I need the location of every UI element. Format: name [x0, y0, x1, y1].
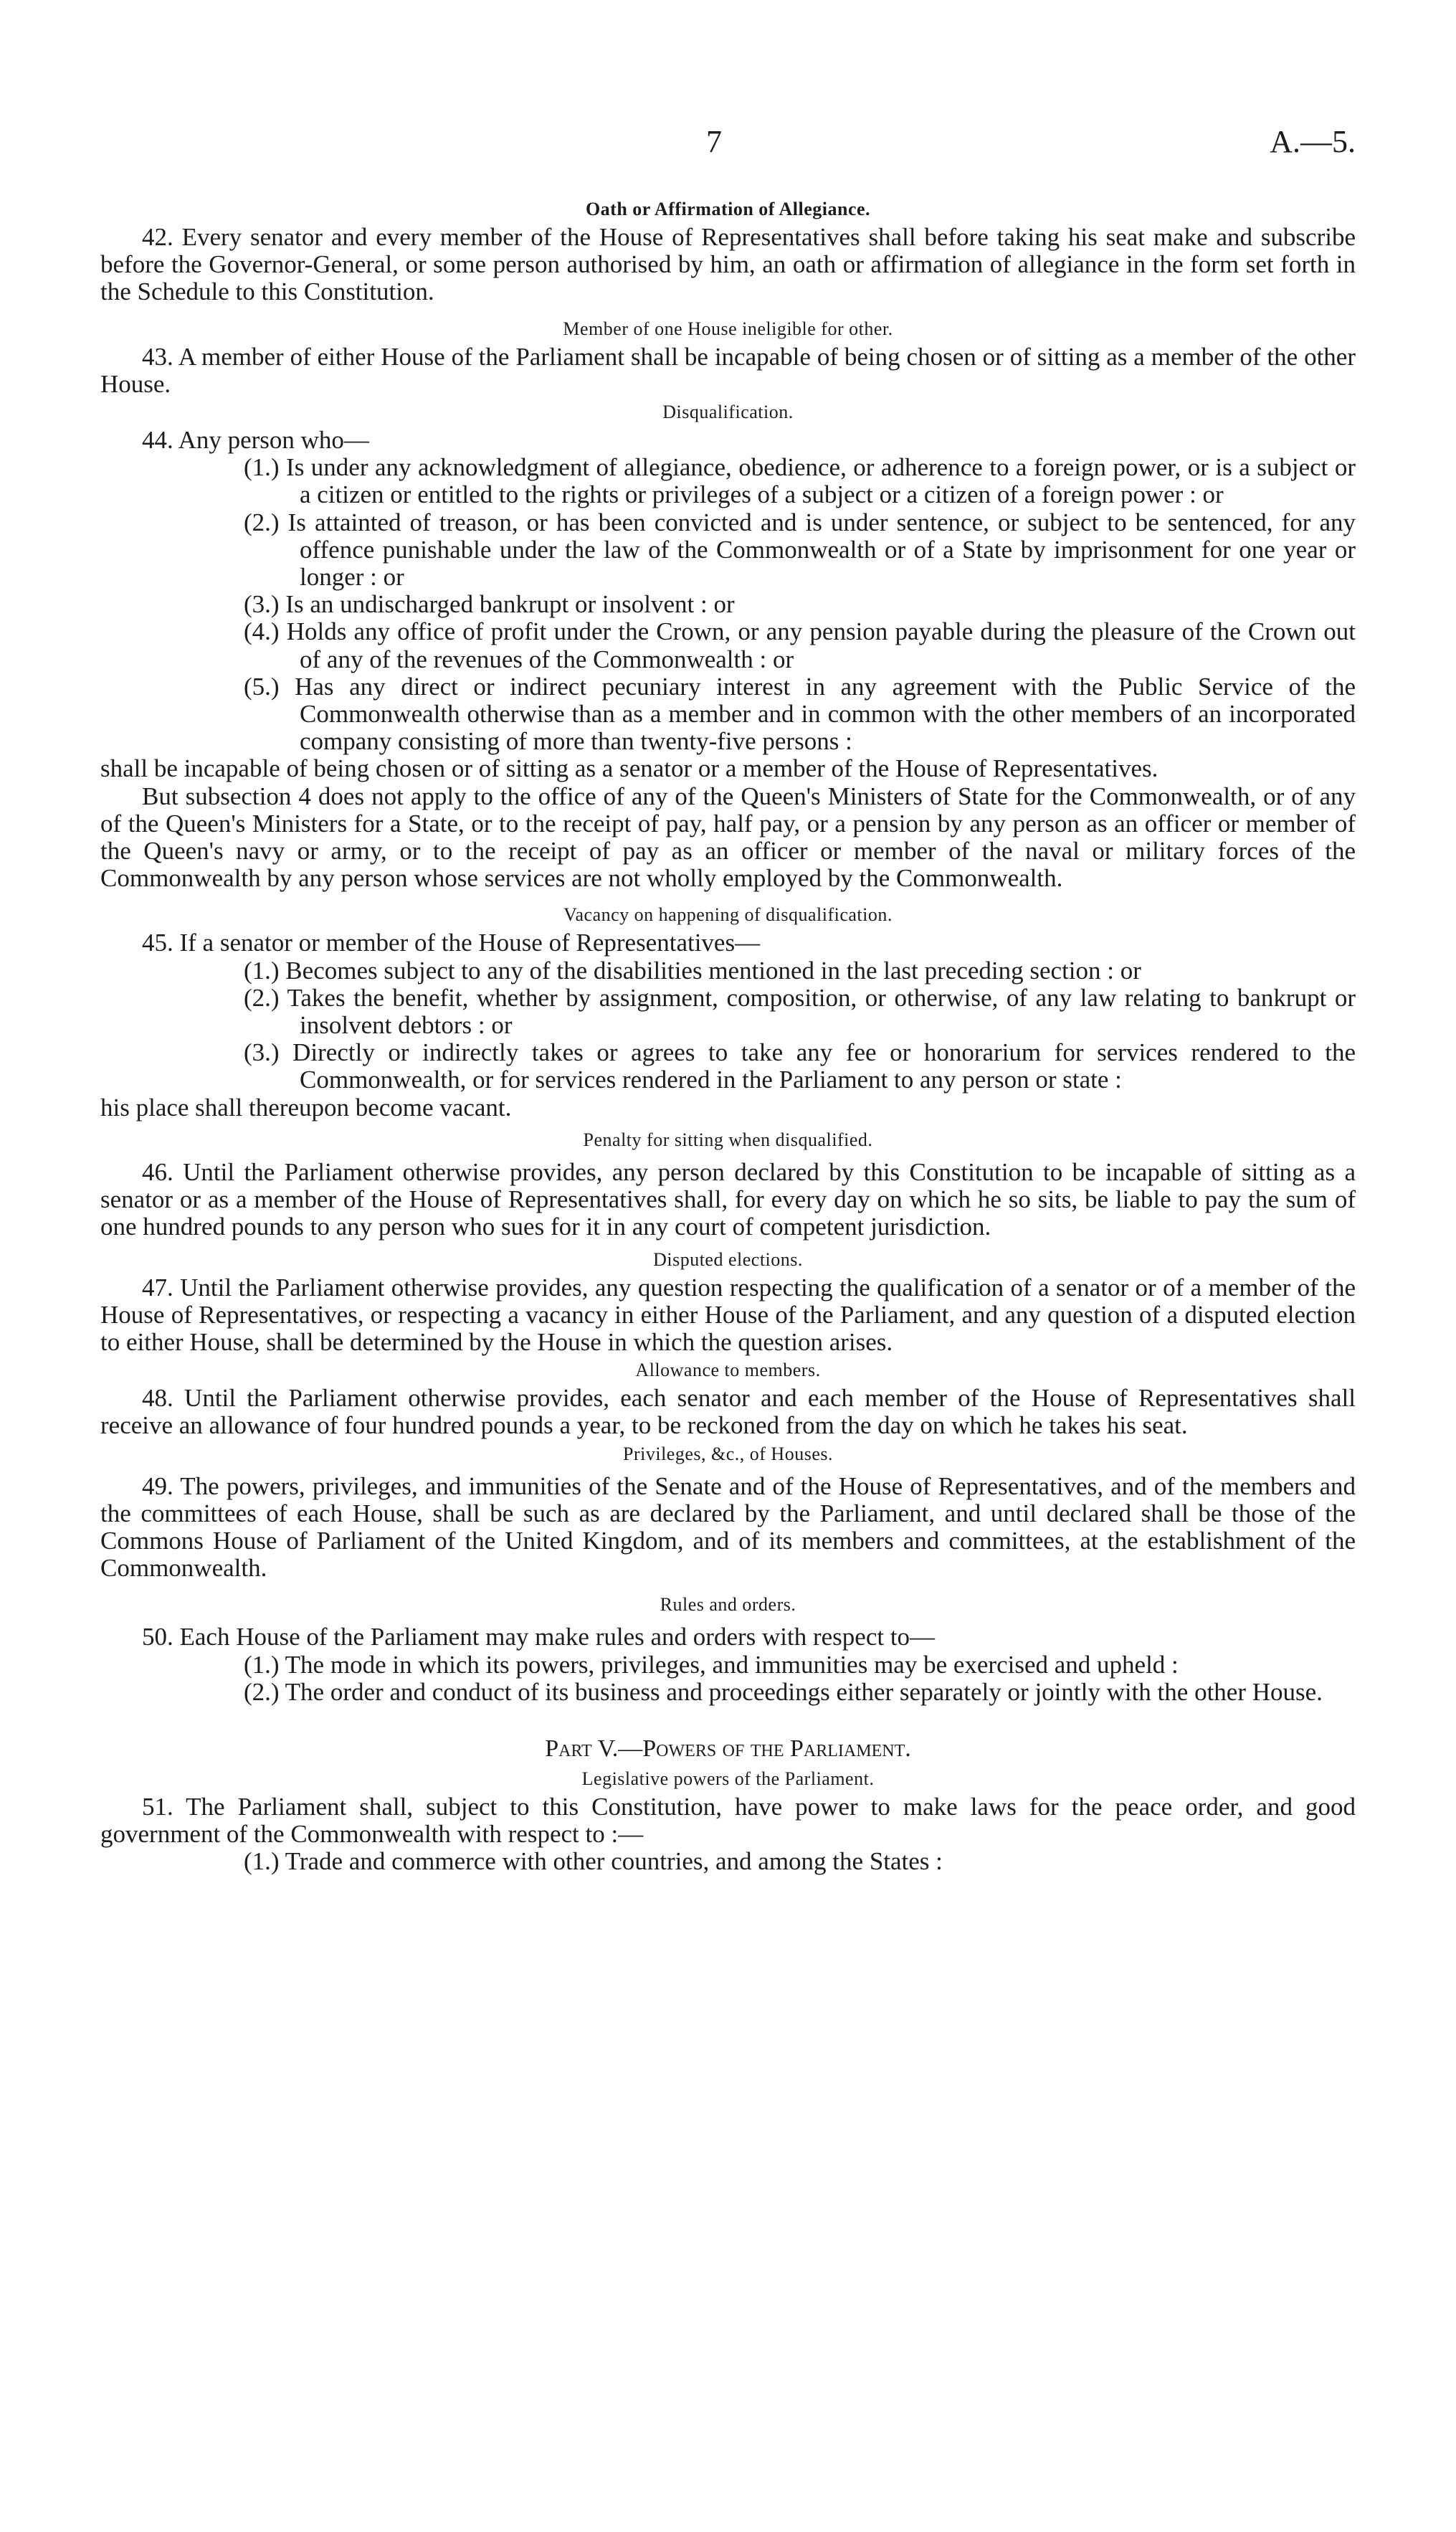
part-v-title: Part V.—Powers of the Parliament.: [545, 1735, 911, 1762]
section-42-text: 42. Every senator and every member of the House of Representatives shall before taking his seat make and subscribe before the Governor-General, or some person authorised by him, an oath or affirmation of allegiance in the form set forth in the Schedule to this Constitution.: [100, 223, 1356, 306]
section-44-tail: shall be incapable of being chosen or of sitting as a senator or a member of the House of Representatives.: [100, 754, 1158, 783]
section-45-heading: Vacancy on happening of disqualification.: [563, 904, 893, 926]
document-reference: A.—5.: [1270, 124, 1356, 159]
section-44-lead: 44. Any person who—: [142, 426, 369, 455]
section-50-item: (2.) The order and conduct of its business and proceedings either separately or jointly with the other House.: [244, 1677, 1323, 1706]
section-42-heading: Oath or Affirmation of Allegiance.: [585, 199, 871, 219]
section-44-item: (1.) Is under any acknowledgment of allegiance, obedience, or adherence to a foreign power, or is a subject or a citizen or entitled to the rights or privileges of a subject or a citizen of a foreign power : or: [244, 453, 1356, 509]
page-number: 7: [706, 124, 722, 159]
part-v-heading: Legislative powers of the Parliament.: [581, 1768, 875, 1789]
section-50-item: (1.) The mode in which its powers, privileges, and immunities may be exercised and upheld :: [244, 1650, 1179, 1679]
section-45-item: (3.) Directly or indirectly takes or agrees to take any fee or honorarium for services rendered to the Commonwealth, or for services rendered in the Parliament to any person or state :: [244, 1038, 1356, 1094]
section-49-text: 49. The powers, privileges, and immunities of the Senate and of the House of Representatives, and of the members and the committees of each House, shall be such as are declared by the Parliament, and until declared shall be those of the Commons House of Parliament of the United Kingdom, and of its members and committees, at the establishment of the Commonwealth.: [100, 1471, 1356, 1583]
section-46-heading: Penalty for sitting when disqualified.: [583, 1129, 873, 1150]
section-51-item: (1.) Trade and commerce with other countries, and among the States :: [244, 1847, 943, 1876]
section-44-item: (5.) Has any direct or indirect pecuniary interest in any agreement with the Public Service of the Commonwealth otherwise than as a member and in common with the other members of an incorporated company consisting of more than twenty-five persons :: [244, 672, 1356, 756]
section-51-text: 51. The Parliament shall, subject to this Constitution, have power to make laws for the peace order, and good government of the Commonwealth with respect to :—: [100, 1792, 1356, 1849]
section-45-item: (2.) Takes the benefit, whether by assignment, composition, or otherwise, of any law relating to bankrupt or insolvent debtors : or: [244, 983, 1356, 1040]
section-43-heading: Member of one House ineligible for other.: [563, 318, 893, 339]
section-46-text: 46. Until the Parliament otherwise provides, any person declared by this Constitution to be incapable of sitting as a senator or as a member of the House of Representatives shall, for every day on which he so sits, be liable to pay the sum of one hundred pounds to any person who sues for it in any court of competent jurisdiction.: [100, 1157, 1356, 1241]
section-48-text: 48. Until the Parliament otherwise provides, each senator and each member of the House of Representatives shall receive an allowance of four hundred pounds a year, to be reckoned from the day on which he takes his seat.: [100, 1384, 1356, 1440]
section-44-item: (4.) Holds any office of profit under the Crown, or any pension payable during the pleasure of the Crown out of any of the revenues of the Commonwealth : or: [244, 617, 1356, 673]
section-47-heading: Disputed elections.: [653, 1248, 803, 1270]
section-50-lead: 50. Each House of the Parliament may make rules and orders with respect to—: [142, 1623, 936, 1651]
section-45-lead: 45. If a senator or member of the House of Representatives—: [142, 929, 761, 957]
section-50-heading: Rules and orders.: [660, 1594, 796, 1616]
section-47-text: 47. Until the Parliament otherwise provides, any question respecting the qualification of a senator or of a member of the House of Representatives, or respecting a vacancy in either House of the Parliament, and any question of a disputed election to either House, shall be determined by the House in which the question arises.: [100, 1273, 1356, 1356]
section-44-heading: Disqualification.: [662, 402, 794, 423]
section-45-item: (1.) Becomes subject to any of the disabilities mentioned in the last preceding section : or: [244, 956, 1141, 985]
section-43-text: 43. A member of either House of the Parliament shall be incapable of being chosen or of sitting as a member of the other House.: [100, 342, 1356, 398]
section-44-item: (2.) Is attainted of treason, or has been convicted and is under sentence, or subject to be sentenced, for any offence punishable under the law of the Commonwealth or of a State by imprisonment for one year or longer : or: [244, 508, 1356, 592]
section-45-tail: his place shall thereupon become vacant.: [100, 1093, 512, 1122]
section-48-heading: Allowance to members.: [635, 1360, 821, 1381]
section-44-proviso: But subsection 4 does not apply to the office of any of the Queen's Ministers of State for the Commonwealth, or of any of the Queen's Ministers for a State, or to the receipt of pay, half pay, or a pension by any person as an officer or member of the Queen's navy or army, or to the receipt of pay as an officer or member of the naval or military forces of the Commonwealth by any person whose services are not wholly employed by the Commonwealth.: [100, 782, 1356, 893]
section-49-heading: Privileges, &c., of Houses.: [623, 1443, 833, 1464]
page-body: [100, 195, 1356, 1876]
section-44-item: (3.) Is an undischarged bankrupt or insolvent : or: [244, 590, 735, 619]
